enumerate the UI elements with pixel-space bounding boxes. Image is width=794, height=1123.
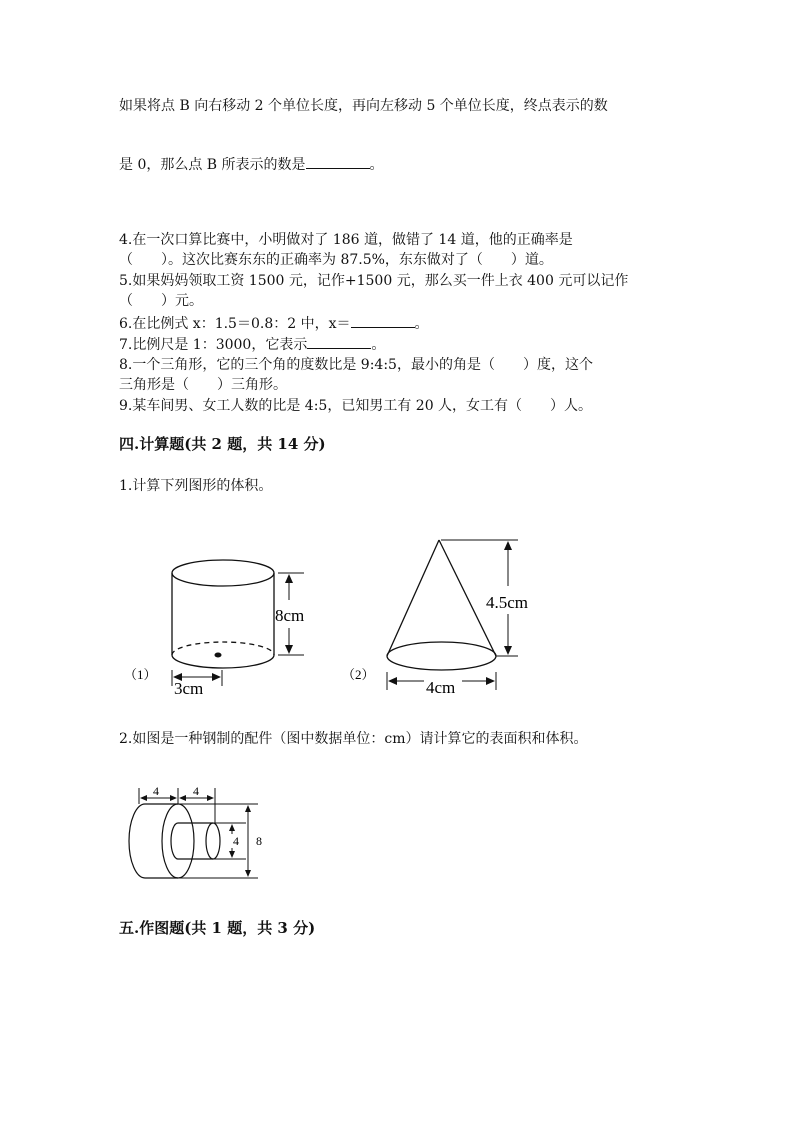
question-5-cont: （ ）元。: [119, 293, 203, 309]
steel-part-figure: [0, 770, 300, 890]
question-7: 7.比例尺是 1：3000，它表示 。: [119, 334, 385, 355]
question-8: 8.一个三角形，它的三个角的度数比是 9:4:5，最小的角是（ ）度，这个: [119, 357, 593, 373]
section-4-question-1: 1.计算下列图形的体积。: [119, 478, 273, 494]
cone-figure: [387, 540, 518, 690]
cylinder-label: （1）: [124, 667, 157, 682]
question-text-line: 是 0，那么点 B 所表示的数是 。: [119, 154, 384, 175]
question-5: 5.如果妈妈领取工资 1500 元，记作+1500 元，那么买一件上衣 400 元可以记作: [119, 273, 629, 289]
question-6: 6.在比例式 x：1.5＝0.8：2 中，x＝ 。: [119, 313, 429, 334]
question-text-line: 如果将点 B 向右移动 2 个单位长度，再向左移动 5 个单位长度，终点表示的数: [119, 98, 608, 114]
cone-label: （2）: [342, 667, 375, 682]
cylinder-height-label: 8cm: [275, 606, 305, 625]
length-label-2: 4: [193, 784, 199, 798]
section-4-question-2: 2.如图是一种钢制的配件（图中数据单位：cm）请计算它的表面积和体积。: [119, 731, 588, 747]
question-8-cont: 三角形是（ ）三角形。: [119, 377, 287, 393]
question-9: 9.某车间男、女工人数的比是 4:5，已知男工有 20 人，女工有（ ）人。: [119, 398, 593, 414]
section-heading: 四.计算题(共 2 题，共 14 分): [119, 435, 326, 453]
cylinder-radius-label: 3cm: [174, 679, 204, 698]
question-4: 4.在一次口算比赛中，小明做对了 186 道，做错了 14 道，他的正确率是: [119, 232, 573, 248]
question-4-cont: （ ）。这次比赛东东的正确率为 87.5%，东东做对了（ ）道。: [119, 252, 553, 268]
section-heading: 五.作图题(共 1 题，共 3 分): [119, 919, 316, 937]
inner-diameter-label: 4: [233, 834, 239, 848]
cone-height-label: 4.5cm: [486, 593, 529, 612]
outer-diameter-label: 8: [256, 834, 262, 848]
cone-diameter-label: 4cm: [426, 678, 456, 697]
length-label-1: 4: [153, 784, 159, 798]
